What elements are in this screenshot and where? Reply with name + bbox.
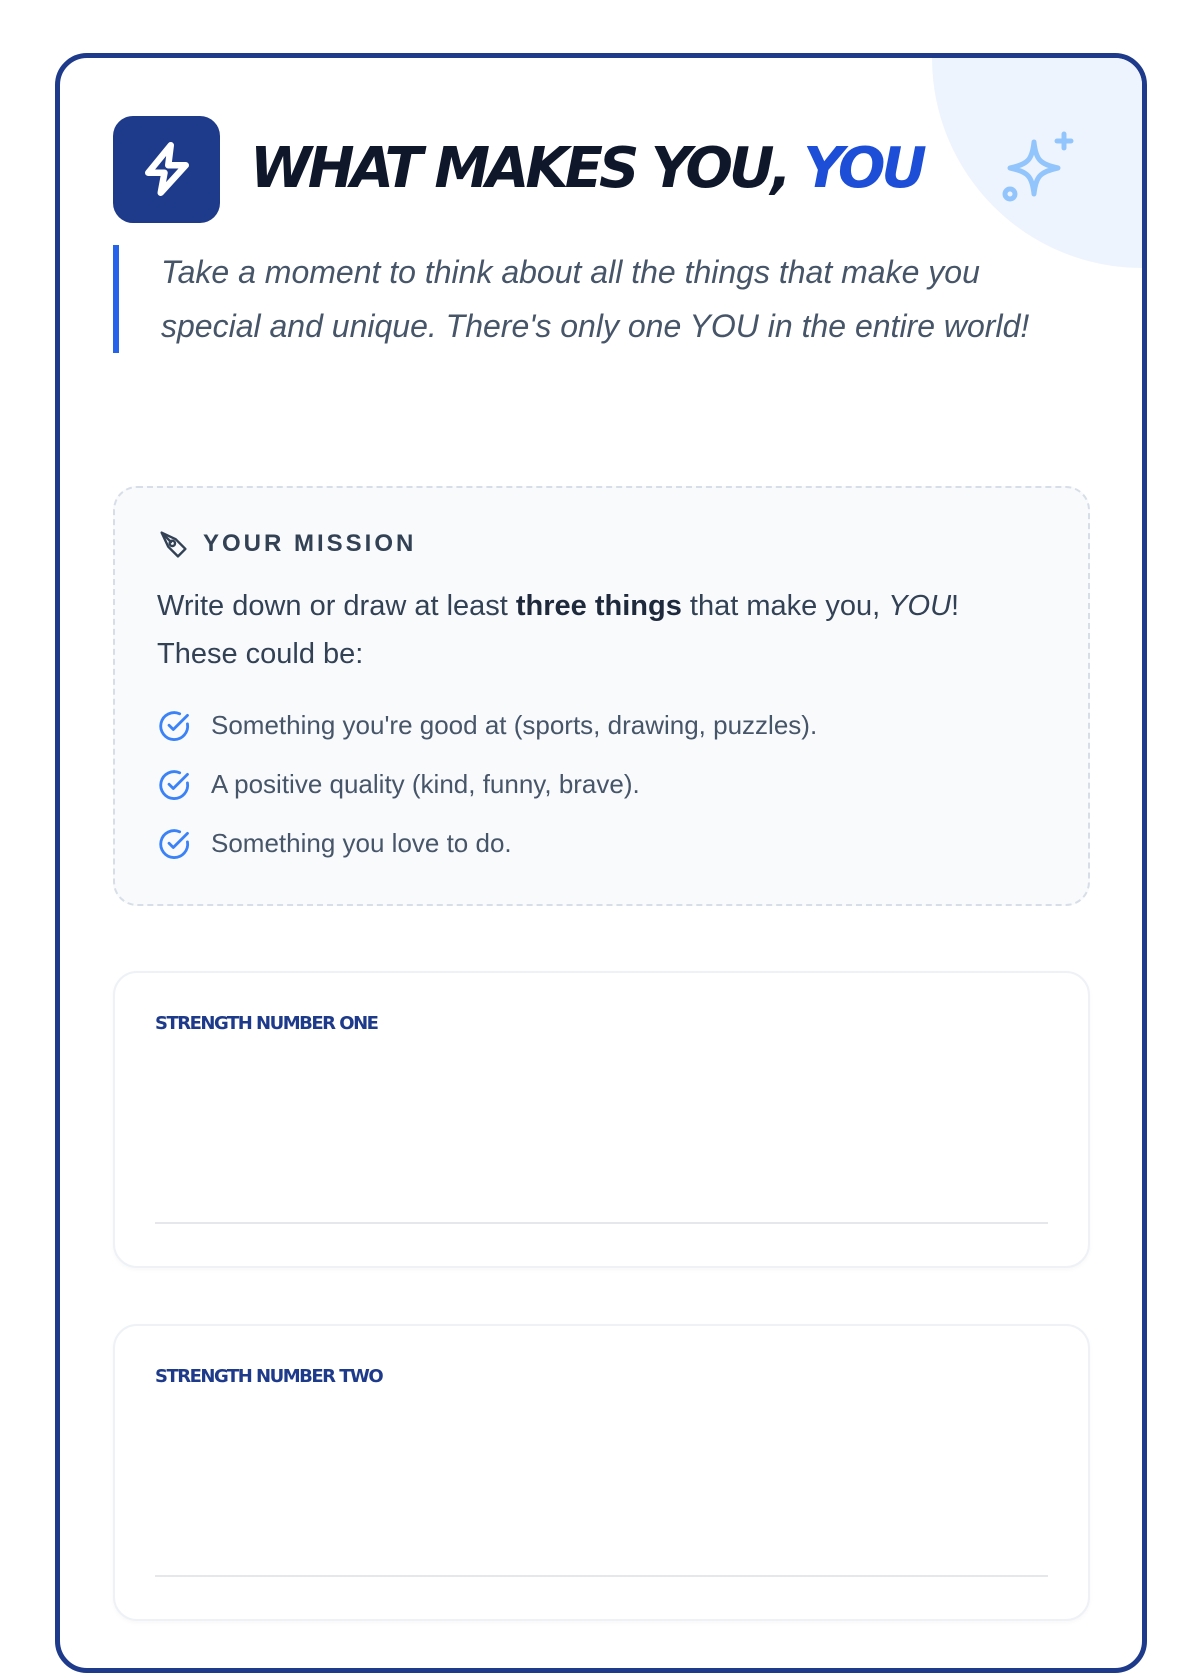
list-item-text: A positive quality (kind, funny, brave). xyxy=(211,769,640,799)
strength-label: STRENGTH NUMBER TWO xyxy=(155,1366,383,1387)
check-circle-icon xyxy=(157,768,191,802)
check-circle-icon xyxy=(157,709,191,743)
list-item-text: Something you're good at (sports, drawing, puzzles). xyxy=(211,710,818,740)
strength-card-one[interactable] xyxy=(113,971,1090,1268)
mission-text-bold: three things xyxy=(515,590,682,622)
strength-card-two[interactable] xyxy=(113,1324,1090,1621)
list-item-text: Something you love to do. xyxy=(211,828,512,858)
worksheet-header xyxy=(113,115,923,223)
intro-quote: Take a moment to think about all the things that make you special and unique. There's only one YOU in the entire world! xyxy=(113,245,1073,353)
strength-label: STRENGTH NUMBER ONE xyxy=(155,1013,378,1034)
page-title xyxy=(250,133,950,205)
list-item xyxy=(157,814,1046,873)
mission-box xyxy=(113,486,1090,906)
answer-line[interactable] xyxy=(155,1222,1048,1224)
mission-header xyxy=(157,524,1046,564)
list-item xyxy=(157,696,1046,755)
title-main: WHAT MAKES YOU, xyxy=(250,136,804,201)
answer-line[interactable] xyxy=(155,1575,1048,1577)
mission-instructions xyxy=(157,582,1046,678)
mission-text-before: Write down or draw at least xyxy=(157,590,516,622)
sparkle-icon xyxy=(1000,130,1076,206)
mission-text-italic: YOU xyxy=(888,590,952,622)
title-accent: YOU xyxy=(803,136,923,201)
worksheet-card xyxy=(55,53,1147,1673)
mission-label: YOUR MISSION xyxy=(203,530,417,557)
check-circle-icon xyxy=(157,827,191,861)
mission-text-middle: that make you, xyxy=(681,590,889,622)
lightning-bolt-icon xyxy=(113,116,220,223)
mission-bullet-list xyxy=(157,696,1046,873)
mission-text-after: ! These could be: xyxy=(157,590,960,670)
list-item xyxy=(157,755,1046,814)
pen-tool-icon xyxy=(157,528,189,560)
